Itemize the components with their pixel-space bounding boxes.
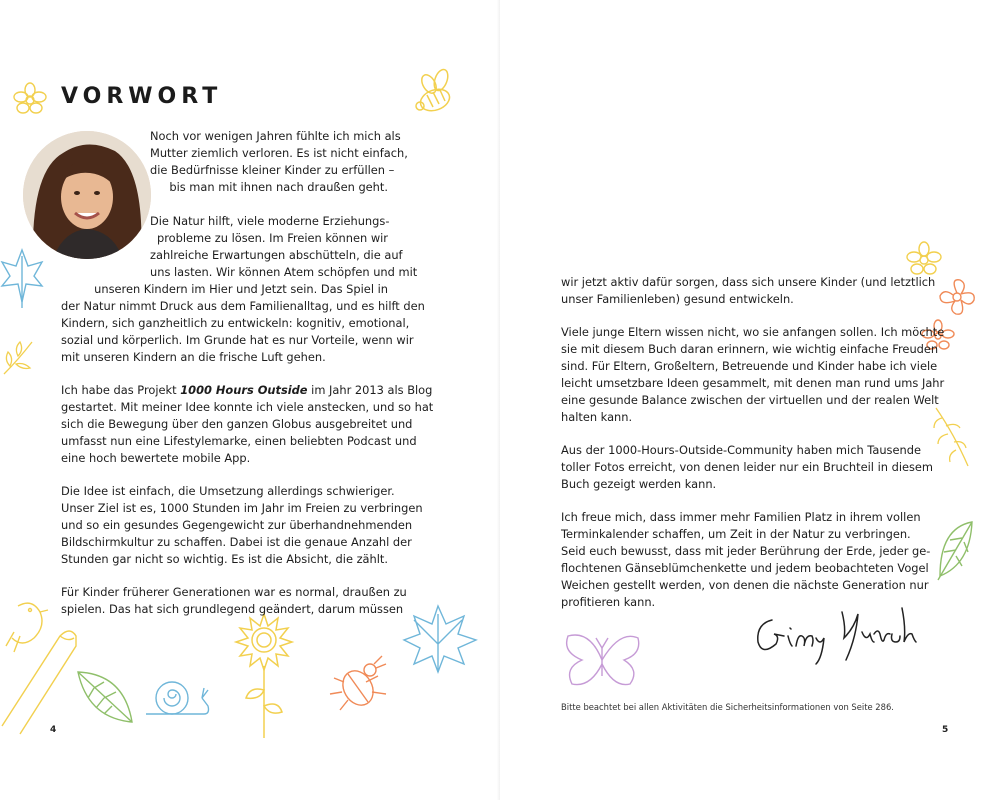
text-line: mit unseren Kindern an die frische Luft gehen. — [61, 350, 326, 364]
text-line: unseren Kindern im Hier und Jetzt sein. Das Spiel in — [94, 282, 388, 296]
leaf-sprig-doodle-icon — [0, 338, 36, 378]
text-line: Bildschirmkultur zu schaffen. Dabei ist die genaue Anzahl der — [61, 535, 412, 549]
page-title: VORWORT — [61, 84, 223, 109]
text-line: uns lasten. Wir können Atem schöpfen und mit — [150, 265, 418, 279]
page-number-left: 4 — [50, 725, 57, 735]
maple-leaf-doodle-icon — [0, 246, 44, 310]
author-signature — [750, 598, 920, 668]
text-line: Für Kinder früherer Generationen war es normal, draußen zu — [61, 585, 407, 599]
intro-wrap-text — [94, 128, 418, 298]
text-line: halten kann. — [561, 410, 633, 424]
flower-doodle-icon — [10, 80, 50, 120]
text-line: zahlreiche Erwartungen abschütteln, die auf — [150, 248, 403, 262]
text-line: der Natur nimmt Druck aus dem Familienalltag, und es hilft den — [61, 299, 425, 313]
photo-caption — [580, 210, 672, 242]
project-name: 1000 Hours Outside — [180, 383, 308, 397]
caption-line: Ich lebe mit — [597, 210, 649, 220]
page-number-right: 5 — [942, 725, 949, 735]
text-line: sind. Für Eltern, Großeltern, Betreuende und Kinder habe ich viele — [561, 359, 938, 373]
body-text-left — [61, 298, 434, 618]
text-line: profitieren kann. — [561, 595, 656, 609]
maple-leaf-outline-doodle-icon — [402, 604, 478, 674]
text-line: und so ein gesundes Gegengewicht zur überhandnehmenden — [61, 518, 413, 532]
fern-doodle-icon — [930, 404, 974, 468]
text-line: sie mit diesem Buch daran erinnern, wie wichtig einfache Freuden — [561, 342, 939, 356]
text-line: die Bedürfnisse kleiner Kinder zu erfüllen – — [150, 163, 395, 177]
hibiscus-doodle-icon — [936, 276, 978, 318]
text-fragment: im Jahr 2013 als Blog — [307, 383, 433, 397]
snail-doodle-icon — [144, 676, 212, 720]
text-line: Unser Ziel ist es, 1000 Stunden im Jahr im Freien zu verbringen — [61, 501, 423, 515]
text-line: toller Fotos erreicht, von denen leider nur ein Bruchteil in diesem — [561, 460, 934, 474]
safety-footnote: Bitte beachtet bei allen Aktivitäten die Sicherheitsinformationen von Seite 286. — [561, 702, 894, 712]
sunflower-doodle-icon — [228, 610, 300, 740]
body-text-right — [561, 274, 945, 611]
text-line: umfasst nun eine Lifestylemarke, einen beliebten Podcast und — [61, 434, 417, 448]
text-line: flochtenen Gänseblümchenkette und jedem beobachteten Vogel — [561, 561, 929, 575]
leaf-doodle-icon — [74, 668, 136, 728]
text-line: bis man mit ihnen nach draußen geht. — [169, 180, 388, 194]
text-line: eine hoch bewertete mobile App. — [61, 451, 251, 465]
text-line: sich die Bewegung über den ganzen Globus ausgebreitet und — [61, 417, 413, 431]
text-line: spielen. Das hat sich grundlegend geändert, darum müssen — [61, 602, 404, 616]
text-fragment: Ich habe das Projekt — [61, 383, 181, 397]
text-line: Weichen gestellt werden, von denen die nächste Generation nur — [561, 578, 929, 592]
text-line: gestartet. Mit meiner Idee konnte ich viele anstecken, und so hat — [61, 400, 434, 414]
caption-line: meiner Familie in — [586, 220, 660, 231]
text-line: Stunden gar nicht so wichtig. Es ist die Absicht, die zählt. — [61, 552, 388, 566]
text-line: wir jetzt aktiv dafür sorgen, dass sich unsere Kinder (und letztlich — [561, 275, 936, 289]
text-line: leicht umsetzbare Ideen gesammelt, mit denen man rund ums Jahr — [561, 376, 945, 390]
text-line: sozial und körperlich. Im Grunde hat es nur Vorteile, wenn wir — [61, 333, 414, 347]
text-line: Buch gezeigt werden kann. — [561, 477, 717, 491]
text-line: Terminkalender schaffen, um Zeit in der Natur zu verbringen. — [561, 527, 911, 541]
text-line — [61, 382, 433, 399]
author-portrait — [23, 131, 151, 259]
text-line: probleme zu lösen. Im Freien können wir — [157, 231, 388, 245]
text-line: Die Idee ist einfach, die Umsetzung allerdings schwieriger. — [61, 484, 395, 498]
text-line: Viele junge Eltern wissen nicht, wo sie anfangen sollen. Ich möchte — [561, 325, 945, 339]
text-line: Kindern, sich ganzheitlich zu entwickeln: kognitiv, emotional, — [61, 316, 410, 330]
text-line: eine gesunde Balance zwischen der virtuellen und der realen Welt — [561, 393, 939, 407]
text-line: Die Natur hilft, viele moderne Erziehungs- — [150, 214, 390, 228]
text-line: unser Familienleben) gesund entwickeln. — [561, 292, 794, 306]
bee-doodle-icon — [405, 66, 463, 124]
beetle-doodle-icon — [326, 652, 392, 718]
butterfly-doodle-icon — [560, 628, 644, 692]
text-line: Seid euch bewusst, dass mit jeder Berührung der Erde, jeder ge- — [561, 544, 931, 558]
leaf-green-doodle-icon — [934, 518, 976, 582]
text-line: Mutter ziemlich verloren. Es ist nicht einfach, — [150, 146, 408, 160]
right-page — [500, 0, 1000, 800]
text-line: Noch vor wenigen Jahren fühlte ich mich als — [150, 129, 401, 143]
text-line: Ich freue mich, dass immer mehr Familien Platz in ihrem vollen — [561, 510, 921, 524]
text-line: Aus der 1000-Hours-Outside-Community haben mich Tausende — [561, 443, 921, 457]
caption-line: Michigan in den USA. — [580, 231, 672, 241]
